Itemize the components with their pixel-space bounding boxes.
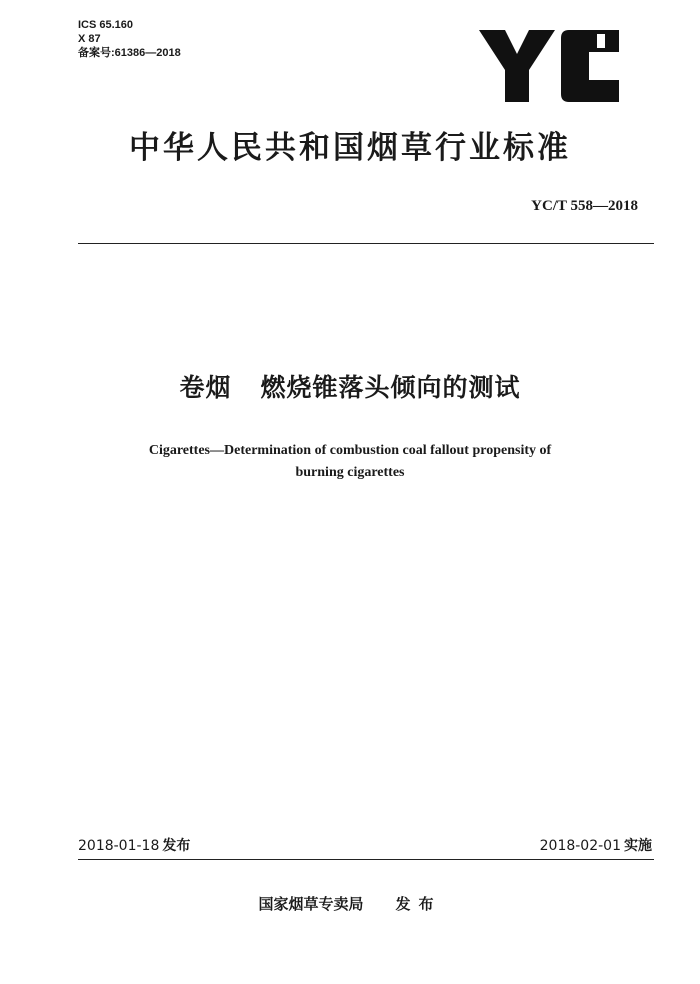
yc-logo — [479, 30, 619, 102]
implementation-date: 2018-02-01 — [539, 838, 621, 854]
issue-date-block — [78, 835, 190, 855]
issue-label: 发布 — [162, 838, 191, 854]
document-metadata — [78, 18, 181, 60]
yc-logo-graphic — [479, 30, 619, 102]
issue-date: 2018-01-18 — [78, 838, 160, 854]
publisher-name: 国家烟草专卖局 — [258, 895, 364, 913]
publisher-block — [0, 893, 700, 914]
publisher-action: 发布 — [395, 895, 442, 913]
implementation-label: 实施 — [624, 838, 652, 854]
document-title-chinese: 卷烟 燃烧锥落头倾向的测试 — [179, 373, 521, 402]
bottom-divider — [78, 859, 654, 860]
english-title-line-1: Cigarettes—Determination of combustion coal fallout propensity of — [148, 443, 552, 458]
standard-number: YC/T 558—2018 — [531, 198, 638, 214]
document-title-english — [0, 440, 700, 484]
ics-code: ICS 65.160 — [78, 19, 134, 31]
organization-title: 中华人民共和国烟草行业标准 — [129, 130, 571, 166]
implementation-date-block — [540, 835, 652, 855]
top-divider — [78, 243, 654, 244]
english-title-line-2: burning cigarettes — [295, 465, 405, 480]
classification-code: X 87 — [78, 33, 101, 45]
filing-number: 备案号:61386—2018 — [78, 47, 181, 59]
